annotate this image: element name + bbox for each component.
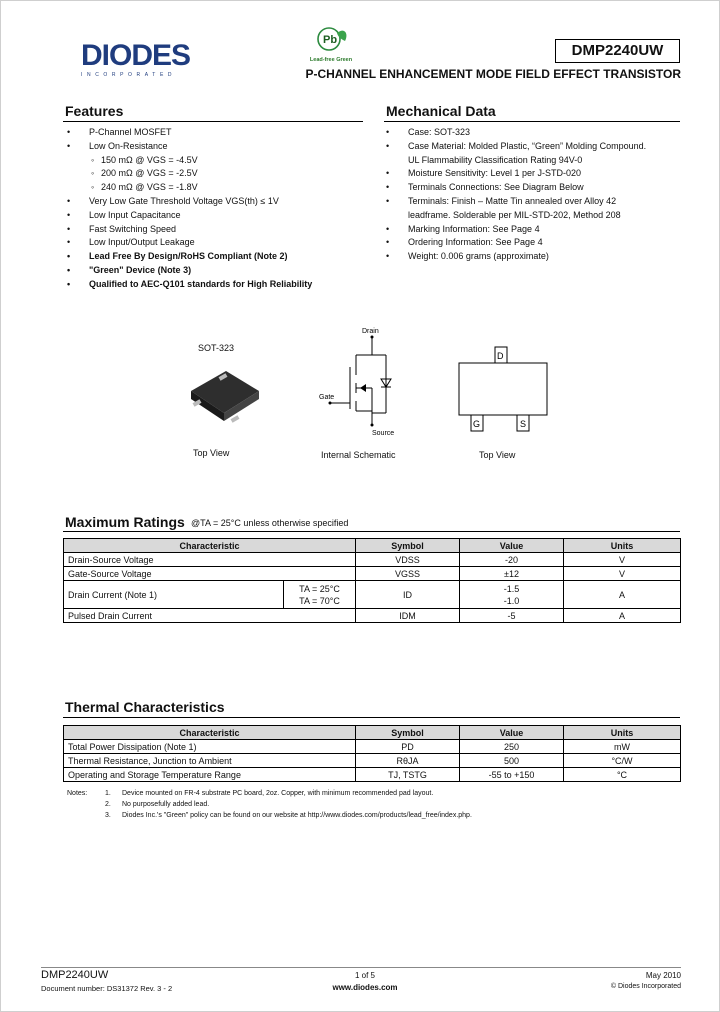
col-characteristic: Characteristic xyxy=(64,539,356,553)
mechanical-text-continued: UL Flammability Classification Rating 94V-0 xyxy=(408,154,583,165)
footer-rule xyxy=(41,967,681,968)
value-cell: ±12 xyxy=(460,567,564,581)
lead-free-icon xyxy=(311,25,351,55)
bullet-icon: ◦ xyxy=(91,168,95,179)
feature-item xyxy=(65,209,365,223)
table-row xyxy=(64,754,681,768)
thermal-table xyxy=(63,725,681,782)
features-title: Features xyxy=(65,103,124,119)
footer-part-number: DMP2240UW xyxy=(41,969,109,981)
mechanical-text-continued: leadframe. Solderable per MIL-STD-202, Method 208 xyxy=(408,209,621,220)
symbol-cell: ID xyxy=(356,581,460,609)
bullet-icon: • xyxy=(67,223,71,234)
table-row xyxy=(64,581,681,609)
value-cell: 500 xyxy=(460,754,564,768)
notes-label: Notes: xyxy=(67,790,88,797)
bullet-icon: • xyxy=(386,195,390,206)
bullet-icon: • xyxy=(386,127,390,137)
feature-text: P-Channel MOSFET xyxy=(89,127,172,137)
diodes-logo xyxy=(81,41,203,81)
lead-free-label: Lead-free Green xyxy=(309,57,353,63)
bullet-icon: • xyxy=(67,264,71,275)
feature-text: 200 mΩ @ VGS = -2.5V xyxy=(101,168,198,179)
value-70c: -1.0 xyxy=(503,595,520,606)
note-number: 2. xyxy=(105,801,111,808)
mechanical-text: Case: SOT-323 xyxy=(408,127,471,137)
col-symbol: Symbol xyxy=(356,726,460,740)
footer-copyright: © Diodes Incorporated xyxy=(610,983,681,990)
feature-text: Fast Switching Speed xyxy=(89,223,177,234)
char-cell: Total Power Dissipation (Note 1) xyxy=(64,740,356,754)
char-cell: Pulsed Drain Current xyxy=(64,609,356,623)
bullet-icon: • xyxy=(67,195,71,206)
col-symbol: Symbol xyxy=(356,539,460,553)
bullet-icon: • xyxy=(386,182,390,193)
thermal-title: Thermal Characteristics xyxy=(65,699,225,715)
bullet-icon: • xyxy=(386,223,390,234)
bullet-icon: • xyxy=(67,140,71,151)
device-subtitle: P-CHANNEL ENHANCEMENT MODE FIELD EFFECT TRANSISTOR xyxy=(305,67,681,81)
mechanical-title: Mechanical Data xyxy=(386,103,496,119)
internal-schematic-diagram xyxy=(316,319,416,439)
value-cell: -20 xyxy=(460,553,564,567)
condition-25c: TA = 25°C xyxy=(299,583,340,594)
bullet-icon: • xyxy=(67,127,71,137)
feature-text: Qualified to AEC-Q101 standards for High Reliability xyxy=(89,278,313,289)
value-cell: -55 to +150 xyxy=(460,768,564,782)
gate-label: Gate xyxy=(319,394,335,401)
feature-text: 240 mΩ @ VGS = -1.8V xyxy=(101,182,198,193)
feature-text: "Green" Device (Note 3) xyxy=(89,264,192,275)
value-25c: -1.5 xyxy=(503,583,520,594)
table-row xyxy=(64,553,681,567)
char-cell: Thermal Resistance, Junction to Ambient xyxy=(64,754,356,768)
max-ratings-condition: @TA = 25°C unless otherwise specified xyxy=(191,518,349,528)
bullet-icon: ◦ xyxy=(91,182,95,193)
feature-item xyxy=(65,223,365,237)
col-units: Units xyxy=(564,726,681,740)
max-ratings-title: Maximum Ratings xyxy=(65,514,185,530)
source-label: Source xyxy=(372,430,395,437)
feature-item xyxy=(65,167,365,181)
footer-website-link[interactable]: www.diodes.com xyxy=(332,983,398,992)
mechanical-rule xyxy=(384,121,680,122)
max-ratings-rule xyxy=(63,531,680,532)
table-row xyxy=(64,740,681,754)
char-cell: Drain-Source Voltage xyxy=(64,553,356,567)
top-view-label-1: Top View xyxy=(193,448,230,458)
table-row xyxy=(64,768,681,782)
col-value: Value xyxy=(460,539,564,553)
col-value: Value xyxy=(460,726,564,740)
symbol-cell: TJ, TSTG xyxy=(356,768,460,782)
top-view-label-2: Top View xyxy=(479,450,516,460)
mechanical-text: Terminals Connections: See Diagram Below xyxy=(408,182,584,193)
feature-text: Low Input/Output Leakage xyxy=(89,237,195,248)
char-cell: Operating and Storage Temperature Range xyxy=(64,768,356,782)
feature-item xyxy=(65,278,365,292)
bullet-icon: • xyxy=(67,278,71,289)
note-number: 3. xyxy=(105,812,111,819)
feature-text: 150 mΩ @ VGS = -4.5V xyxy=(101,154,198,165)
pin-g-label: G xyxy=(473,419,481,429)
footer-doc-number: Document number: DS31372 Rev. 3 - 2 xyxy=(41,984,173,993)
mechanical-item xyxy=(384,140,684,168)
feature-item xyxy=(65,126,365,140)
feature-text: Very Low Gate Threshold Voltage VGS(th) ≤ 1V xyxy=(89,195,279,206)
feature-item xyxy=(65,236,365,250)
symbol-cell: IDM xyxy=(356,609,460,623)
symbol-cell: VGSS xyxy=(356,567,460,581)
table-row xyxy=(64,609,681,623)
thermal-header-row xyxy=(64,726,681,740)
mechanical-item xyxy=(384,195,684,223)
unit-cell: V xyxy=(564,567,681,581)
symbol-cell: PD xyxy=(356,740,460,754)
unit-cell: A xyxy=(564,609,681,623)
feature-item xyxy=(65,195,365,209)
pin-s-label: S xyxy=(520,419,527,429)
features-rule xyxy=(63,121,363,122)
note-text: No purposefully added lead. xyxy=(122,801,210,808)
features-list xyxy=(65,126,365,292)
lead-free-badge xyxy=(301,25,361,65)
value-cell: 250 xyxy=(460,740,564,754)
unit-cell: mW xyxy=(564,740,681,754)
mechanical-item xyxy=(384,250,684,264)
note-text: Diodes Inc.'s "Green" policy can be found on our website at http://www.diodes.com/products/lead_free/index.php. xyxy=(122,812,472,819)
unit-cell: °C xyxy=(564,768,681,782)
mechanical-item xyxy=(384,223,684,237)
bullet-icon: • xyxy=(386,251,390,262)
bullet-icon: ◦ xyxy=(91,154,95,165)
col-units: Units xyxy=(564,539,681,553)
feature-item xyxy=(65,264,365,278)
value-cell xyxy=(460,581,564,609)
top-view-pinout-diagram xyxy=(451,341,551,441)
feature-item xyxy=(65,154,365,168)
unit-cell: A xyxy=(564,581,681,609)
value-cell: -5 xyxy=(460,609,564,623)
mechanical-list xyxy=(384,126,684,264)
pin-d-label: D xyxy=(497,351,504,361)
feature-item xyxy=(65,181,365,195)
package-label: SOT-323 xyxy=(198,343,235,353)
mechanical-item xyxy=(384,167,684,181)
logo-text: DIODES xyxy=(81,39,191,72)
logo-subtext: INCORPORATED xyxy=(81,72,177,78)
footer-page-number: 1 of 5 xyxy=(354,971,375,980)
mechanical-text: Case Material: Molded Plastic, “Green” Molding Compound. xyxy=(408,140,647,151)
bullet-icon: • xyxy=(386,140,390,151)
bullet-icon: • xyxy=(67,209,71,220)
max-ratings-header-row xyxy=(64,539,681,553)
sot323-package-image xyxy=(181,361,271,431)
feature-text: Low On-Resistance xyxy=(89,140,168,151)
pb-symbol: Pb xyxy=(323,34,338,46)
bullet-icon: • xyxy=(386,237,390,248)
mechanical-item xyxy=(384,126,684,140)
max-ratings-table xyxy=(63,538,681,623)
condition-70c: TA = 70°C xyxy=(299,595,340,606)
symbol-cell: RθJA xyxy=(356,754,460,768)
bullet-icon: • xyxy=(386,168,390,179)
unit-cell: °C/W xyxy=(564,754,681,768)
feature-item xyxy=(65,250,365,264)
mechanical-text: Weight: 0.006 grams (approximate) xyxy=(408,251,549,262)
col-characteristic: Characteristic xyxy=(64,726,356,740)
drain-label: Drain xyxy=(362,328,379,335)
symbol-cell: VDSS xyxy=(356,553,460,567)
note-text: Device mounted on FR-4 substrate PC board, 2oz. Copper, with minimum recommended pad layout. xyxy=(122,790,434,797)
part-number-box: DMP2240UW xyxy=(555,39,680,63)
thermal-rule xyxy=(63,717,680,718)
mechanical-text: Ordering Information: See Page 4 xyxy=(408,237,543,248)
note-number: 1. xyxy=(105,790,111,797)
mechanical-text: Terminals: Finish – Matte Tin annealed over Alloy 42 xyxy=(408,195,617,206)
mechanical-item xyxy=(384,181,684,195)
unit-cell: V xyxy=(564,553,681,567)
bullet-icon: • xyxy=(67,251,71,262)
char-cell: Gate-Source Voltage xyxy=(64,567,356,581)
char-cell: Drain Current (Note 1) xyxy=(64,581,284,609)
table-row xyxy=(64,567,681,581)
internal-schematic-label: Internal Schematic xyxy=(321,450,396,460)
feature-text: Lead Free By Design/RoHS Compliant (Note 2) xyxy=(89,251,288,262)
mechanical-text: Marking Information: See Page 4 xyxy=(408,223,540,234)
bullet-icon: • xyxy=(67,237,71,248)
mechanical-text: Moisture Sensitivity: Level 1 per J-STD-020 xyxy=(408,168,582,179)
feature-text: Low Input Capacitance xyxy=(89,209,181,220)
footer-date: May 2010 xyxy=(645,971,681,980)
feature-item xyxy=(65,140,365,154)
condition-cell xyxy=(284,581,356,609)
mechanical-item xyxy=(384,236,684,250)
